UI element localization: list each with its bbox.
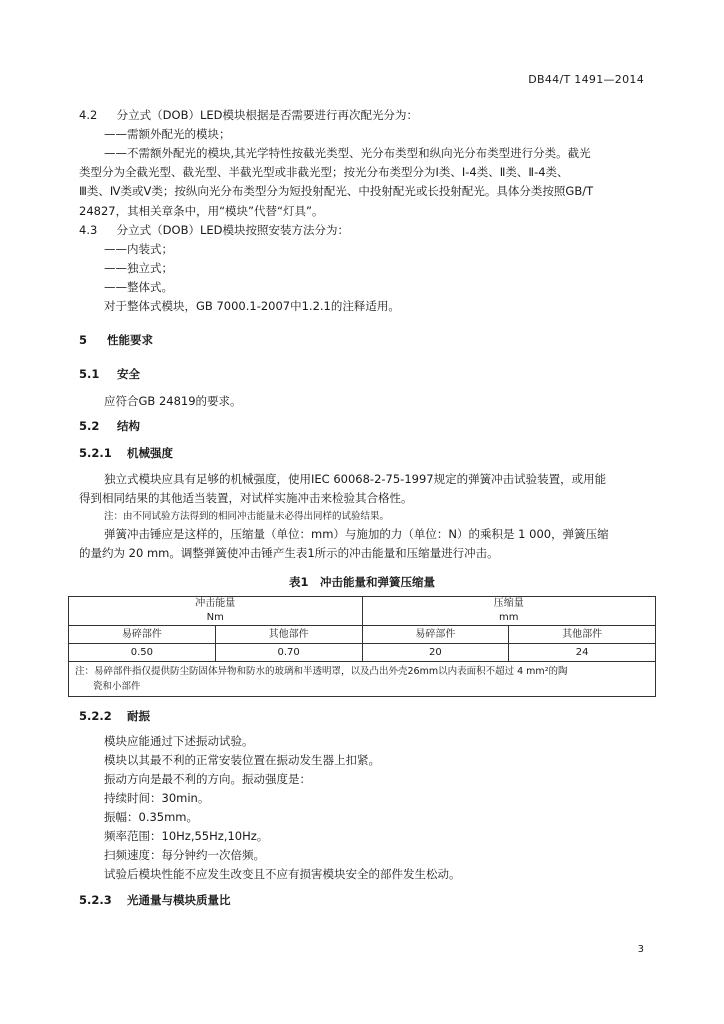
list-item: ——需额外配光的模块； bbox=[104, 127, 231, 141]
table-caption: 表1 冲击能量和弹簧压缩量 bbox=[288, 575, 435, 589]
table-cell: 0.70 bbox=[215, 644, 362, 662]
section-title: 机械强度 bbox=[127, 446, 174, 460]
paragraph-line: 模块以其最不利的正常安装位置在振动发生器上扣紧。 bbox=[104, 753, 380, 767]
section-title: 光通量与模块质量比 bbox=[127, 893, 231, 907]
paragraph-line: 得到相同结果的其他适当装置，对试样实施冲击来检验其合格性。 bbox=[79, 491, 413, 505]
table-row bbox=[69, 644, 656, 662]
paragraph-line: 对于整体式模块，GB 7000.1-2007中1.2.1的注释适用。 bbox=[104, 299, 400, 313]
header-unit: mm bbox=[499, 612, 519, 623]
paragraph-line: 应符合GB 24819的要求。 bbox=[104, 394, 242, 408]
clause-4-3 bbox=[79, 222, 349, 238]
section-5-1-heading bbox=[79, 366, 140, 382]
section-number: 5.2.1 bbox=[79, 446, 112, 460]
table-note-line: 注：易碎部件指仅提供防尘防固体异物和防水的玻璃和半透明罩，以及凸出外壳26mm以内表面积不超过 4 mm²的陶 bbox=[75, 666, 568, 677]
paragraph-line: 的量约为 20 mm。调整弹簧使冲击锤产生表1所示的冲击能量和压缩量进行冲击。 bbox=[79, 546, 499, 560]
header-cell-impact-energy bbox=[69, 597, 363, 626]
paragraph-line: 模块应能通过下述振动试验。 bbox=[104, 734, 254, 748]
paragraph-line: 独立式模块应具有足够的机械强度，使用IEC 60068-2-75-1997规定的弹簧冲击试验装置，或用能 bbox=[104, 472, 607, 486]
list-item: ——不需额外配光的模块,其光学特性按截光类型、光分布类型和纵向光分布类型进行分类。截光 bbox=[104, 146, 591, 160]
impact-energy-table bbox=[68, 596, 656, 697]
section-title: 耐振 bbox=[127, 709, 151, 723]
table-subheader-row bbox=[69, 626, 656, 644]
table-note-row bbox=[69, 662, 656, 697]
header-label: 压缩量 bbox=[493, 598, 524, 609]
subheader-cell: 易碎部件 bbox=[362, 626, 509, 644]
paragraph-line: 类型分为全截光型、截光型、半截光型或非截光型；按光分布类型分为Ⅰ类、Ⅰ-4类、Ⅱ类、Ⅱ-4类、 bbox=[79, 165, 569, 179]
clause-text: 分立式（DOB）LED模块根据是否需要进行再次配光分为： bbox=[116, 108, 418, 122]
paragraph-line: 扫频速度：每分钟约一次倍频。 bbox=[104, 848, 265, 862]
section-title: 结构 bbox=[117, 419, 141, 433]
header-cell-compression bbox=[362, 597, 656, 626]
page-number: 3 bbox=[637, 944, 644, 955]
subheader-cell: 其他部件 bbox=[509, 626, 656, 644]
paragraph-line: 24827，其相关章条中，用“模块”代替“灯具”。 bbox=[79, 204, 324, 218]
section-5-2-3-heading bbox=[79, 892, 231, 908]
paragraph-line: 弹簧冲击锤应是这样的，压缩量（单位：mm）与施加的力（单位：N）的乘积是 1 000，弹簧压缩 bbox=[104, 527, 609, 541]
paragraph-line: 持续时间：30min。 bbox=[104, 791, 210, 805]
table-cell: 24 bbox=[509, 644, 656, 662]
header-label: 冲击能量 bbox=[195, 598, 236, 609]
list-item: ——整体式。 bbox=[104, 280, 173, 294]
list-item: ——独立式； bbox=[104, 261, 173, 275]
note-line: 注：由不同试验方法得到的相同冲击能量未必得出同样的试验结果。 bbox=[104, 511, 390, 522]
clause-text: 分立式（DOB）LED模块按照安装方法分为： bbox=[116, 223, 349, 237]
standard-code: DB44/T 1491—2014 bbox=[528, 73, 644, 86]
list-item: ——内装式； bbox=[104, 242, 173, 256]
section-5-heading bbox=[79, 332, 153, 348]
table-cell: 0.50 bbox=[69, 644, 216, 662]
paragraph-line: 振幅：0.35mm。 bbox=[104, 810, 199, 824]
subheader-cell: 其他部件 bbox=[215, 626, 362, 644]
section-5-2-1-heading bbox=[79, 445, 173, 461]
section-5-2-heading bbox=[79, 418, 140, 434]
paragraph-line: 频率范围：10Hz,55Hz,10Hz。 bbox=[104, 829, 269, 843]
clause-number: 4.3 bbox=[79, 223, 98, 237]
subheader-cell: 易碎部件 bbox=[69, 626, 216, 644]
clause-number: 4.2 bbox=[79, 108, 98, 122]
paragraph-line: 试验后模块性能不应发生改变且不应有损害模块安全的部件发生松动。 bbox=[104, 867, 461, 881]
section-number: 5.2.3 bbox=[79, 893, 112, 907]
section-number: 5.2.2 bbox=[79, 709, 112, 723]
section-5-2-2-heading bbox=[79, 708, 150, 724]
table-header-row bbox=[69, 597, 656, 626]
paragraph-line: 振动方向是最不利的方向。振动强度是： bbox=[104, 772, 311, 786]
table-note-cell bbox=[69, 662, 656, 697]
table-cell: 20 bbox=[362, 644, 509, 662]
section-number: 5.1 bbox=[79, 367, 100, 381]
table-note-line: 瓷和小部件 bbox=[93, 681, 141, 692]
clause-4-2 bbox=[79, 107, 418, 123]
section-number: 5.2 bbox=[79, 419, 100, 433]
paragraph-line: Ⅲ类、Ⅳ类或Ⅴ类；按纵向光分布类型分为短投射配光、中投射配光或长投射配光。具体分类按照GB/T bbox=[79, 184, 594, 198]
section-number: 5 bbox=[79, 333, 88, 347]
section-title: 安全 bbox=[117, 367, 141, 381]
header-unit: Nm bbox=[206, 612, 224, 623]
section-title: 性能要求 bbox=[107, 333, 154, 347]
